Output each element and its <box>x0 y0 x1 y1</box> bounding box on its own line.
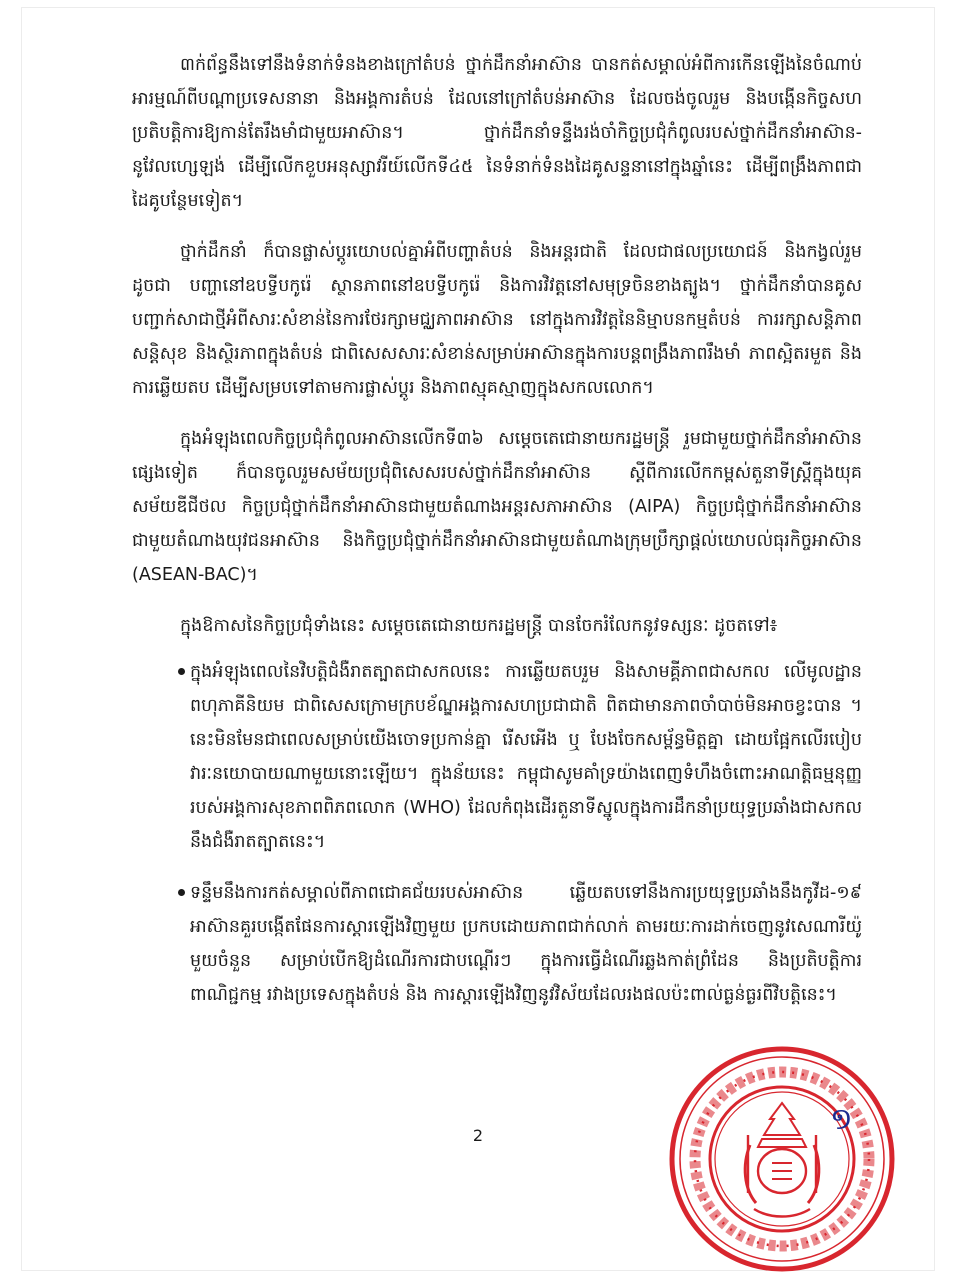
handwritten-mark: ១ <box>830 1102 853 1137</box>
bullet-dot-icon <box>178 889 185 896</box>
paragraph-1: ៣ក់ព័ន្ធនឹងទៅនឹងទំនាក់ទំនងខាងក្រៅតំបន់ ថ្នាក់ដឹកនាំអាស៊ាន បានកត់សម្គាល់អំពីការកើនឡើងនៃចំណាប់អារម្មណ៍ពីបណ្ដាប្រទេសនានា និងអង្គការតំបន់ ដែលនៅក្រៅតំបន់អាស៊ាន ដែលចង់ចូលរួម និងបង្កើនកិច្ចសហប្រតិបត្តិការឱ្យកាន់តែរឹងមាំជាមួយអាស៊ាន។ ថ្នាក់ដឹកនាំទន្ទឹងរង់ចាំកិច្ចប្រជុំកំពូលរបស់ថ្នាក់ដឹកនាំអាស៊ាន-នូវែលហ្សេឡង់ ដើម្បីលើកខួបអនុស្សាវរីយ៍លើកទី៤៥ នៃទំនាក់ទំនងដៃគូសន្ទនានៅក្នុងឆ្នាំនេះ ដើម្បីពង្រឹងភាពជាដៃគូបន្ថែមទៀត។ <box>132 55 862 211</box>
seal-inner-thin-ring <box>715 1092 849 1226</box>
page-number: 2 <box>472 1126 484 1145</box>
seal-emblem <box>745 1103 819 1217</box>
paragraph-3: ក្នុងអំឡុងពេលកិច្ចប្រជុំកំពូលអាស៊ានលើកទី៣៦ សម្ដេចតេជោនាយករដ្ឋមន្ត្រី រួមជាមួយថ្នាក់ដឹកនាំអាស៊ានផ្សេងទៀត ក៏បានចូលរួមសម័យប្រជុំពិសេសរបស់ថ្នាក់ដឹកនាំអាស៊ាន ស្ដីពីការលើកកម្ពស់តួនាទីស្ត្រីក្នុងយុគសម័យឌីជីថល កិច្ចប្រជុំថ្នាក់ដឹកនាំអាស៊ានជាមួយតំណាងអន្តរសភាអាស៊ាន (AIPA) កិច្ចប្រជុំថ្នាក់ដឹកនាំអាស៊ានជាមួយតំណាងយុវជនអាស៊ាន និងកិច្ចប្រជុំថ្នាក់ដឹកនាំអាស៊ានជាមួយតំណាងក្រុមប្រឹក្សាផ្ដល់យោបល់ធុរកិច្ចអាស៊ាន (ASEAN-BAC)។ <box>132 429 862 585</box>
bullet-item-1 <box>132 655 862 859</box>
bullet-text-2: ទន្ទឹមនឹងការកត់សម្គាល់ពីភាពជោគជ័យរបស់អាស៊ាន ឆ្លើយតបទៅនឹងការប្រយុទ្ធប្រឆាំងនឹងកូវីដ-១៩ អាស៊ានគួរបង្កើតផែនការស្ដារឡើងវិញមួយ ប្រកបដោយភាពជាក់លាក់ តាមរយៈការដាក់ចេញនូវសេណារីយ៉ូមួយចំនួន សម្រាប់បើកឱ្យដំណើរការជាបណ្ដើរៗ ក្នុងការធ្វើដំណើរឆ្លងកាត់ព្រំដែន និងប្រតិបត្តិការពាណិជ្ជកម្ម រវាងប្រទេសក្នុងតំបន់ និង ការស្ដារឡើងវិញនូវវិស័យដែលរងផលប៉ះពាល់ធ្ងន់ធ្ងរពីវិបត្តិនេះ។ <box>190 883 862 1005</box>
seal-crown-base <box>758 1139 806 1147</box>
official-seal-icon <box>666 1043 898 1275</box>
bullet-list <box>132 655 862 1012</box>
document-page <box>22 8 934 1270</box>
bullets-intro: ក្នុងឱកាសនៃកិច្ចប្រជុំទាំងនេះ សម្ដេចតេជោនាយករដ្ឋមន្ត្រី បានចែករំលែកនូវទស្សនៈ ដូចតទៅ៖ <box>180 616 778 636</box>
seal-rings <box>672 1049 892 1269</box>
seal-lettering-band <box>695 1072 869 1246</box>
seal-ribbon <box>754 1209 810 1217</box>
seal-outer-ring <box>672 1049 892 1269</box>
paragraph-2: ថ្នាក់ដឹកនាំ ក៏បានផ្លាស់ប្ដូរយោបល់គ្នាអំពីបញ្ហាតំបន់ និងអន្តរជាតិ ដែលជាផលប្រយោជន៍ និងកង្វល់រួម ដូចជា បញ្ហានៅឧបទ្វីបកូរ៉េ ស្ថានភាពនៅឧបទ្វីបកូរ៉េ និងការវិវត្តនៅសមុទ្រចិនខាងត្បូង។ ថ្នាក់ដឹកនាំបានគូសបញ្ជាក់សាជាថ្មីអំពីសារៈសំខាន់នៃការថែរក្សាមជ្ឈភាពអាស៊ាន នៅក្នុងការវិវត្តនៃនិម្មាបនកម្មតំបន់ ការរក្សាសន្តិភាព សន្តិសុខ និងស្ថិរភាពក្នុងតំបន់ ជាពិសេសសារៈសំខាន់សម្រាប់អាស៊ានក្នុងការបន្តពង្រឹងភាពរឹងមាំ ភាពស្អិតរមួត និងការឆ្លើយតប ដើម្បីសម្របទៅតាមការផ្លាស់ប្ដូរ និងភាពស្មុគស្មាញក្នុងសកលលោក។ <box>132 242 862 398</box>
bullet-text-1: ក្នុងអំឡុងពេលនៃវិបត្តិជំងឺរាតត្បាតជាសកលនេះ ការឆ្លើយតបរួម និងសាមគ្គីភាពជាសកល លើមូលដ្ឋានពហុភាគីនិយម ជាពិសេសក្រោមក្របខ័ណ្ឌអង្គការសហប្រជាជាតិ ពិតជាមានភាពចាំបាច់មិនអាចខ្វះបាន ។ នេះមិនមែនជាពេលសម្រាប់យើងចោទប្រកាន់គ្នា រើសអើង ឬ បែងចែកសម្ព័ន្ធមិត្តគ្នា ដោយផ្អែកលើរបៀបវារៈនយោបាយណាមួយនោះឡើយ។ ក្នុងន័យនេះ កម្ពុជាសូមគាំទ្រយ៉ាងពេញទំហឹងចំពោះអាណត្តិធម្មនុញ្ញរបស់អង្គការសុខភាពពិភពលោក (WHO) ដែលកំពុងដើរតួនាទីស្នូលក្នុងការដឹកនាំប្រយុទ្ធប្រឆាំងជាសកល នឹងជំងឺរាតត្បាតនេះ។ <box>190 662 862 852</box>
seal-crown <box>764 1103 800 1135</box>
seal-shield-lines <box>772 1163 792 1179</box>
bullet-item-2 <box>132 876 862 1012</box>
bullet-dot-icon <box>178 668 185 675</box>
document-body <box>132 48 862 1029</box>
